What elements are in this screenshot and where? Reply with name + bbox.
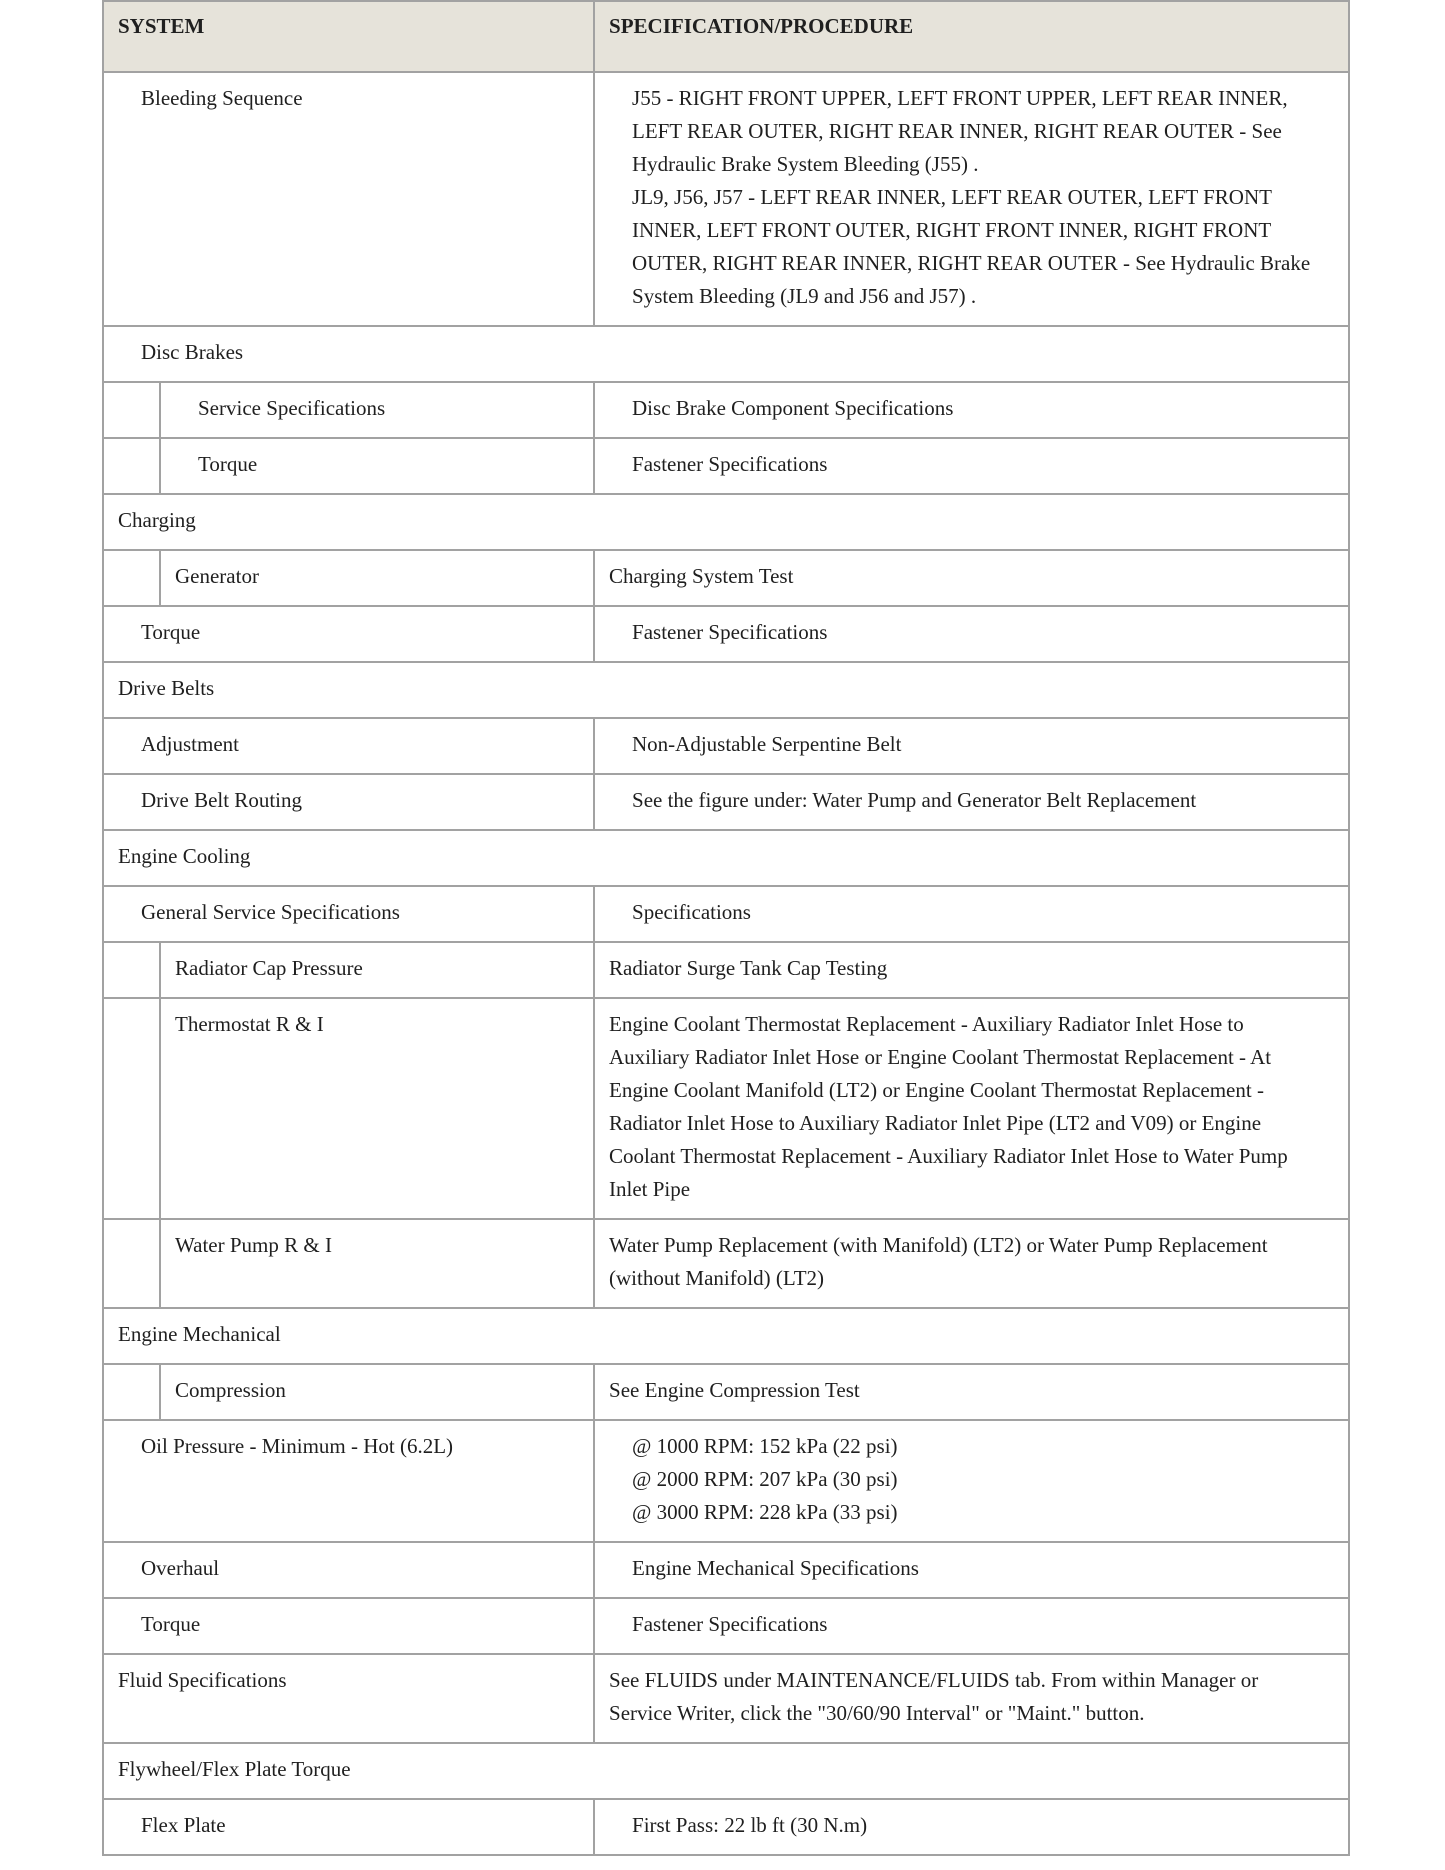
spec-line: Hydraulic Brake System Bleeding (J55) . bbox=[632, 152, 979, 176]
table-row bbox=[103, 72, 1349, 326]
column-header-system: SYSTEM bbox=[103, 1, 594, 72]
spec-cell: See Engine Compression Test bbox=[594, 1364, 1349, 1420]
spec-line: See FLUIDS under MAINTENANCE/FLUIDS tab. From within Manager or bbox=[609, 1668, 1259, 1692]
system-cell: Torque bbox=[103, 606, 594, 662]
system-cell: Fluid Specifications bbox=[103, 1654, 594, 1743]
spec-line: INNER, LEFT FRONT OUTER, RIGHT FRONT INNER, RIGHT FRONT bbox=[632, 218, 1272, 242]
table-row bbox=[103, 550, 1349, 606]
system-cell: Water Pump R & I bbox=[160, 1219, 594, 1308]
system-cell: Torque bbox=[103, 1598, 594, 1654]
spec-cell bbox=[594, 1219, 1349, 1308]
section-row bbox=[103, 662, 1349, 718]
table-row bbox=[103, 438, 1349, 494]
spec-cell: Radiator Surge Tank Cap Testing bbox=[594, 942, 1349, 998]
spec-cell: Specifications bbox=[594, 886, 1349, 942]
spec-cell: Disc Brake Component Specifications bbox=[594, 382, 1349, 438]
spec-cell bbox=[594, 1420, 1349, 1542]
spec-line: Inlet Pipe bbox=[609, 1177, 691, 1201]
spec-cell: Fastener Specifications bbox=[594, 1598, 1349, 1654]
system-cell: Torque bbox=[160, 438, 594, 494]
indent-cell bbox=[103, 998, 160, 1219]
table-row bbox=[103, 774, 1349, 830]
spec-line: Service Writer, click the "30/60/90 Interval" or "Maint." button. bbox=[609, 1701, 1145, 1725]
spec-line: @ 1000 RPM: 152 kPa (22 psi) bbox=[632, 1434, 898, 1458]
table-header-row bbox=[103, 1, 1349, 72]
system-cell: Flex Plate bbox=[103, 1799, 594, 1855]
table-row bbox=[103, 1598, 1349, 1654]
spec-cell: Charging System Test bbox=[594, 550, 1349, 606]
spec-cell bbox=[594, 72, 1349, 326]
section-title: Drive Belts bbox=[103, 662, 1349, 718]
spec-line: Auxiliary Radiator Inlet Hose or Engine Coolant Thermostat Replacement - At bbox=[609, 1045, 1272, 1069]
indent-cell bbox=[103, 438, 160, 494]
column-header-spec: SPECIFICATION/PROCEDURE bbox=[594, 1, 1349, 72]
table-row bbox=[103, 1364, 1349, 1420]
spec-line: Coolant Thermostat Replacement - Auxiliary Radiator Inlet Hose to Water Pump bbox=[609, 1144, 1288, 1168]
indent-cell bbox=[103, 1364, 160, 1420]
spec-cell: First Pass: 22 lb ft (30 N.m) bbox=[594, 1799, 1349, 1855]
section-row bbox=[103, 494, 1349, 550]
section-title: Flywheel/Flex Plate Torque bbox=[103, 1743, 1349, 1799]
system-cell: Thermostat R & I bbox=[160, 998, 594, 1219]
system-cell: Generator bbox=[160, 550, 594, 606]
table-row bbox=[103, 606, 1349, 662]
spec-line: @ 2000 RPM: 207 kPa (30 psi) bbox=[632, 1467, 898, 1491]
spec-cell: Fastener Specifications bbox=[594, 606, 1349, 662]
section-title: Charging bbox=[103, 494, 1349, 550]
section-row bbox=[103, 1308, 1349, 1364]
indent-cell bbox=[103, 382, 160, 438]
spec-cell: Non-Adjustable Serpentine Belt bbox=[594, 718, 1349, 774]
table-row bbox=[103, 1420, 1349, 1542]
spec-line: OUTER, RIGHT REAR INNER, RIGHT REAR OUTER - See Hydraulic Brake bbox=[632, 251, 1311, 275]
system-cell: Radiator Cap Pressure bbox=[160, 942, 594, 998]
system-cell: Compression bbox=[160, 1364, 594, 1420]
table-row bbox=[103, 942, 1349, 998]
spec-cell: See the figure under: Water Pump and Generator Belt Replacement bbox=[594, 774, 1349, 830]
system-cell: General Service Specifications bbox=[103, 886, 594, 942]
spec-cell: Engine Mechanical Specifications bbox=[594, 1542, 1349, 1598]
system-cell: Drive Belt Routing bbox=[103, 774, 594, 830]
spec-table bbox=[102, 0, 1350, 1856]
table-row bbox=[103, 718, 1349, 774]
table-row bbox=[103, 1219, 1349, 1308]
spec-line: Engine Coolant Thermostat Replacement - Auxiliary Radiator Inlet Hose to bbox=[609, 1012, 1244, 1036]
spec-line: JL9, J56, J57 - LEFT REAR INNER, LEFT REAR OUTER, LEFT FRONT bbox=[632, 185, 1272, 209]
table-row bbox=[103, 998, 1349, 1219]
section-title: Engine Mechanical bbox=[103, 1308, 1349, 1364]
spec-line: (without Manifold) (LT2) bbox=[609, 1266, 825, 1290]
indent-cell bbox=[103, 942, 160, 998]
spec-line: System Bleeding (JL9 and J56 and J57) . bbox=[632, 284, 977, 308]
section-title: Engine Cooling bbox=[103, 830, 1349, 886]
indent-cell bbox=[103, 550, 160, 606]
spec-cell bbox=[594, 1654, 1349, 1743]
spec-line: Water Pump Replacement (with Manifold) (LT2) or Water Pump Replacement bbox=[609, 1233, 1268, 1257]
table-row bbox=[103, 1799, 1349, 1855]
section-row bbox=[103, 830, 1349, 886]
indent-cell bbox=[103, 1219, 160, 1308]
system-cell: Overhaul bbox=[103, 1542, 594, 1598]
section-row bbox=[103, 1743, 1349, 1799]
spec-line: LEFT REAR OUTER, RIGHT REAR INNER, RIGHT REAR OUTER - See bbox=[632, 119, 1282, 143]
table-row bbox=[103, 1542, 1349, 1598]
section-title: Disc Brakes bbox=[103, 326, 1349, 382]
spec-cell bbox=[594, 998, 1349, 1219]
table-row bbox=[103, 1654, 1349, 1743]
table-row bbox=[103, 382, 1349, 438]
system-cell: Adjustment bbox=[103, 718, 594, 774]
system-cell: Bleeding Sequence bbox=[103, 72, 594, 326]
table-row bbox=[103, 886, 1349, 942]
spec-line: Engine Coolant Manifold (LT2) or Engine Coolant Thermostat Replacement - bbox=[609, 1078, 1264, 1102]
spec-cell: Fastener Specifications bbox=[594, 438, 1349, 494]
spec-line: J55 - RIGHT FRONT UPPER, LEFT FRONT UPPER, LEFT REAR INNER, bbox=[632, 86, 1288, 110]
system-cell: Service Specifications bbox=[160, 382, 594, 438]
spec-line: Radiator Inlet Hose to Auxiliary Radiator Inlet Pipe (LT2 and V09) or Engine bbox=[609, 1111, 1262, 1135]
spec-line: @ 3000 RPM: 228 kPa (33 psi) bbox=[632, 1500, 898, 1524]
system-cell: Oil Pressure - Minimum - Hot (6.2L) bbox=[103, 1420, 594, 1542]
section-row bbox=[103, 326, 1349, 382]
